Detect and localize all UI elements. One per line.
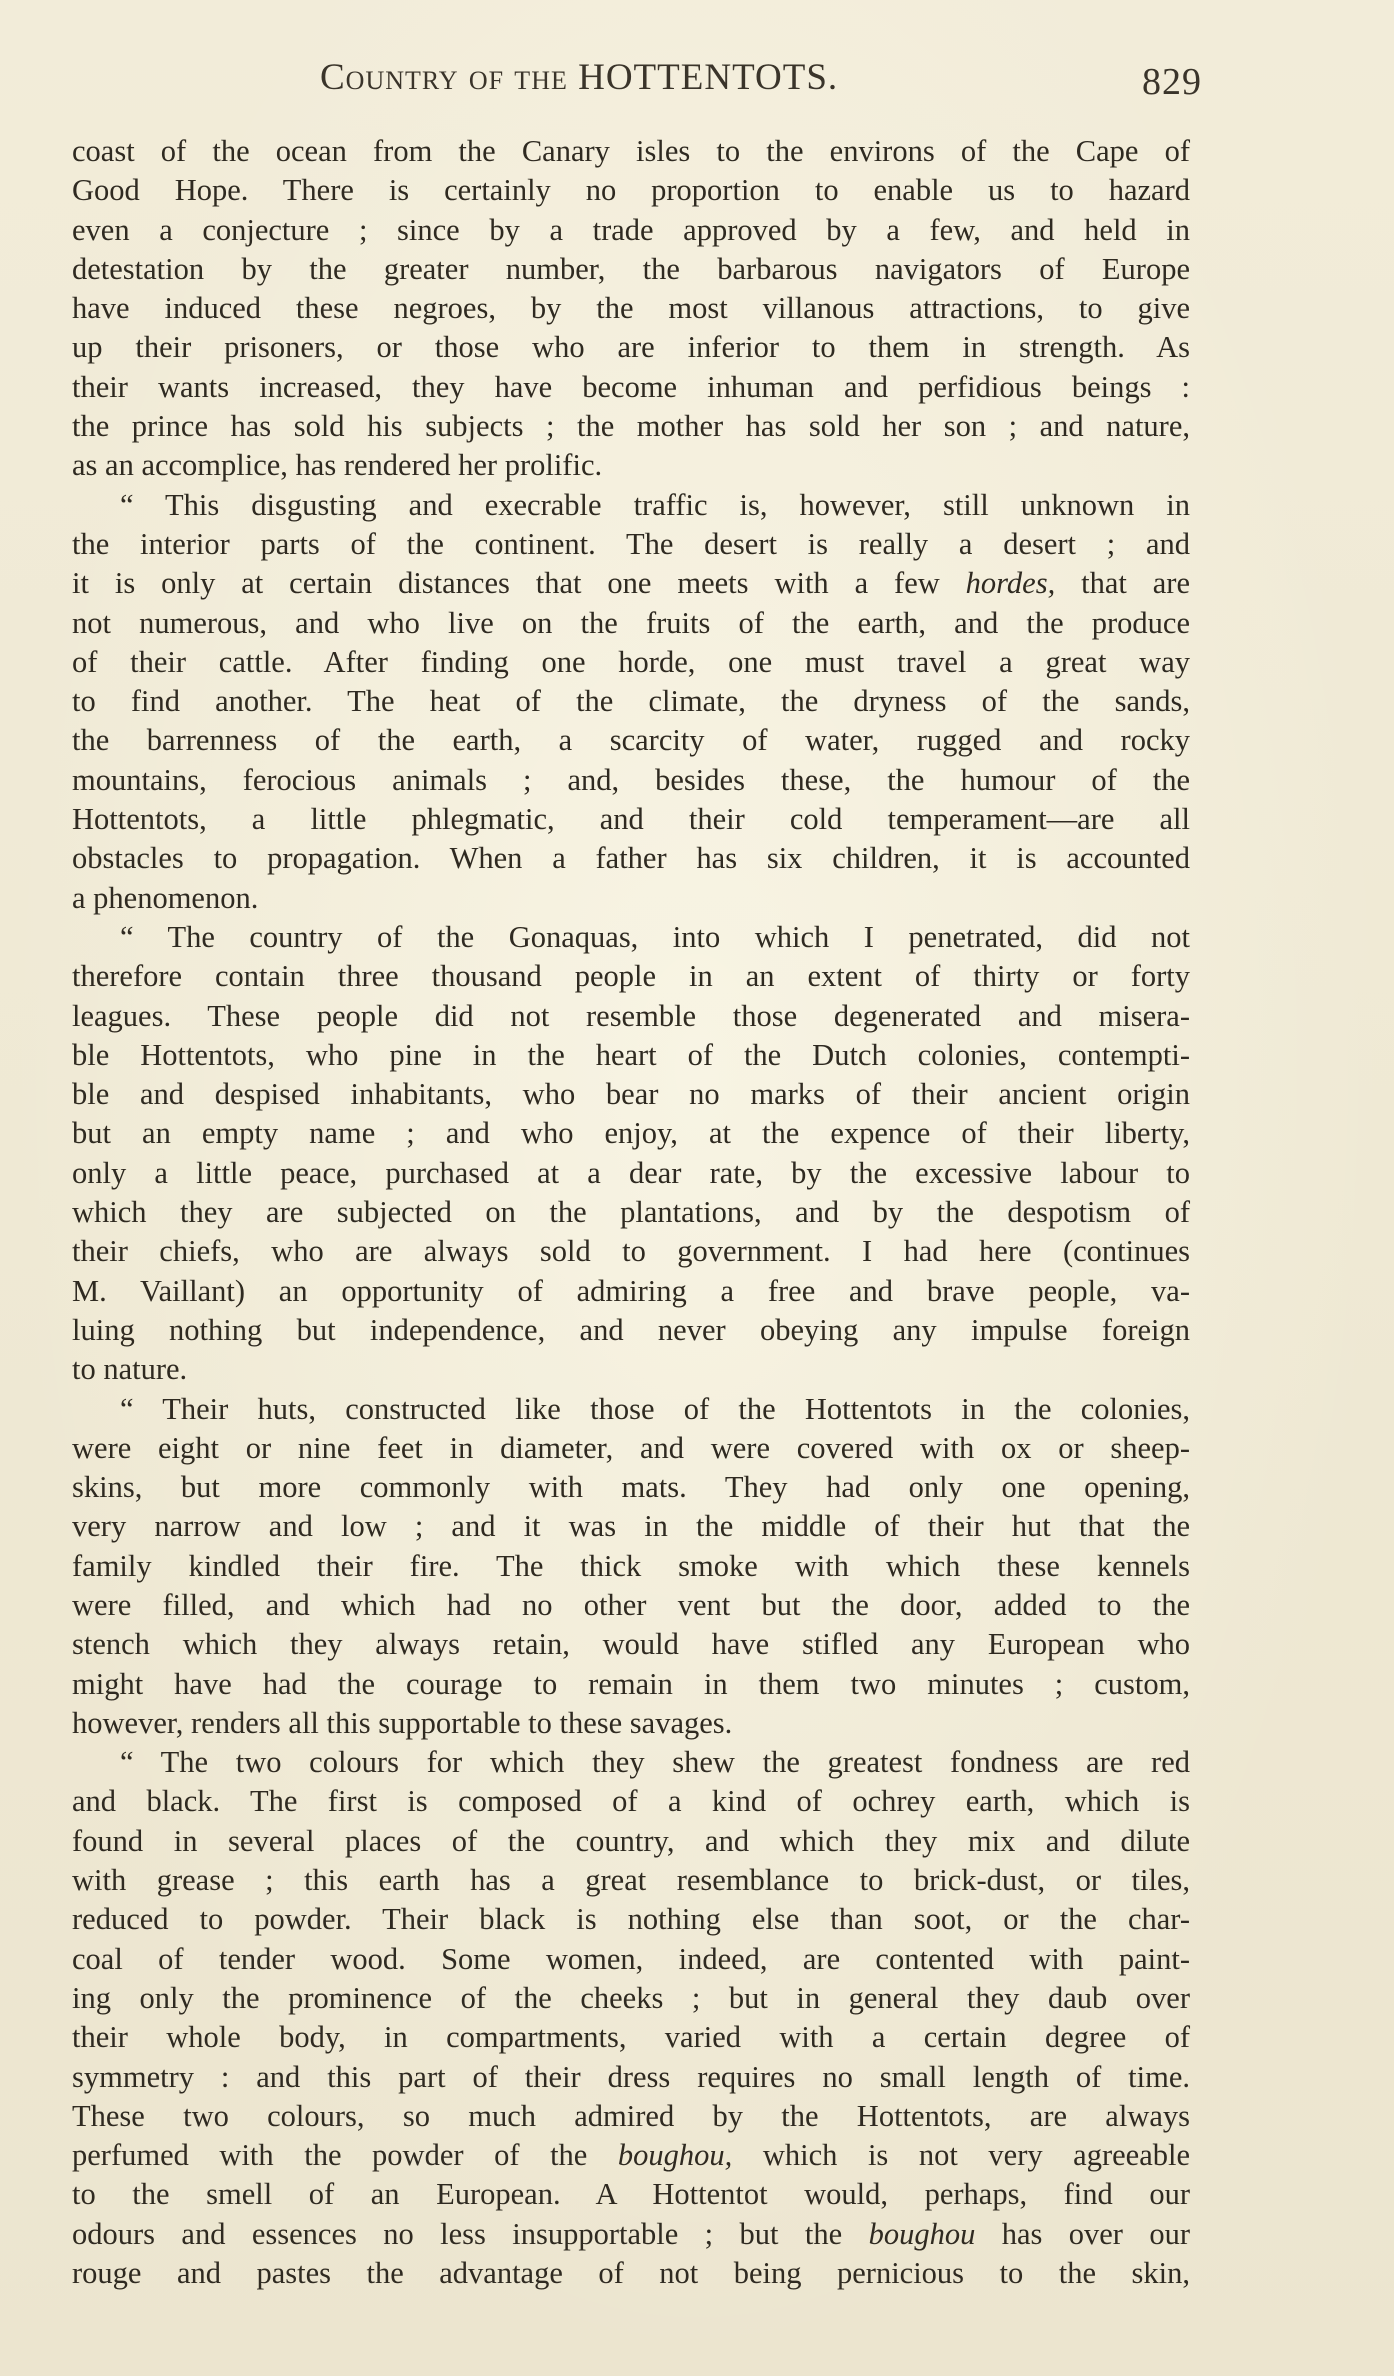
text-line: found in several places of the country, and which they mix and dilute — [72, 1823, 1190, 1858]
text-line: the interior parts of the continent. The desert is really a desert ; and — [72, 526, 1190, 561]
page-number: 829 — [1142, 61, 1202, 103]
running-head-title: Country of the HOTTENTOTS. — [320, 57, 839, 98]
italic-term: boughou — [868, 2216, 976, 2251]
text-line: might have had the courage to remain in them two minutes ; custom, — [72, 1666, 1190, 1701]
text-line: These two colours, so much admired by the Hottentots, are always — [72, 2098, 1190, 2133]
text-line: have induced these negroes, by the most villanous attractions, to give — [72, 291, 1190, 326]
text-line: mountains, ferocious animals ; and, besides these, the humour of the — [72, 762, 1190, 797]
text-line: symmetry : and this part of their dress requires no small length of time. — [72, 2059, 1190, 2094]
text-line: coal of tender wood. Some women, indeed, are contented with paint- — [72, 1941, 1190, 1976]
text-line: only a little peace, purchased at a dear rate, by the excessive labour to — [72, 1155, 1190, 1190]
italic-term: boughou, — [617, 2138, 733, 2173]
text-line: coast of the ocean from the Canary isles to the environs of the Cape of — [72, 134, 1190, 168]
text-line: therefore contain three thousand people in an extent of thirty or forty — [72, 959, 1190, 994]
text-line: odours and essences no less insupportable ; but the boughou has over our — [72, 2216, 1190, 2251]
running-head — [320, 56, 1220, 106]
body-text — [72, 132, 1190, 2293]
text-line: their chiefs, who are always sold to government. I had here (continues — [72, 1234, 1190, 1269]
text-line: but an empty name ; and who enjoy, at the expence of their liberty, — [72, 1116, 1190, 1151]
text-line: of their cattle. After finding one horde, one must travel a great way — [72, 644, 1190, 679]
text-line: were filled, and which had no other vent but the door, added to the — [72, 1587, 1190, 1622]
text-line: it is only at certain distances that one meets with a few hordes, that are — [72, 566, 1191, 601]
text-line: family kindled their fire. The thick smoke with which these kennels — [72, 1548, 1190, 1583]
text-line: obstacles to propagation. When a father has six children, it is accounted — [72, 841, 1190, 876]
text-line: rouge and pastes the advantage of not being pernicious to the skin, — [72, 2256, 1190, 2291]
text-line: reduced to powder. Their black is nothing else than soot, or the char- — [72, 1902, 1190, 1937]
text-line: detestation by the greater number, the barbarous navigators of Europe — [72, 251, 1190, 286]
text-line: to find another. The heat of the climate, the dryness of the sands, — [72, 684, 1190, 719]
text-line: “ This disgusting and execrable traffic is, however, still unknown in — [120, 487, 1190, 522]
text-line: ble Hottentots, who pine in the heart of the Dutch colonies, contempti- — [72, 1037, 1190, 1072]
text-line: to nature. — [72, 1352, 188, 1387]
text-line: very narrow and low ; and it was in the middle of their hut that the — [72, 1509, 1190, 1544]
text-line: ing only the prominence of the cheeks ; but in general they daub over — [72, 1980, 1190, 2015]
text-line: which they are subjected on the plantations, and by the despotism of — [72, 1195, 1190, 1230]
text-line: were eight or nine feet in diameter, and were covered with ox or sheep- — [72, 1430, 1190, 1465]
text-line: Hottentots, a little phlegmatic, and their cold temperament—are all — [72, 802, 1190, 837]
text-line: perfumed with the powder of the boughou, which is not very agreeable — [72, 2138, 1190, 2173]
text-line: their wants increased, they have become inhuman and perfidious beings : — [72, 369, 1190, 404]
text-line: “ Their huts, constructed like those of the Hottentots in the colonies, — [120, 1391, 1190, 1426]
text-line: leagues. These people did not resemble those degenerated and misera- — [72, 998, 1190, 1033]
text-line: luing nothing but independence, and never obeying any impulse foreign — [72, 1312, 1190, 1347]
text-line: as an accomplice, has rendered her prolific. — [72, 448, 603, 483]
text-line: ble and despised inhabitants, who bear no marks of their ancient origin — [72, 1077, 1190, 1112]
text-line: “ The two colours for which they shew the greatest fondness are red — [120, 1745, 1190, 1780]
text-line: Good Hope. There is certainly no proportion to enable us to hazard — [72, 173, 1190, 208]
italic-term: hordes, — [965, 566, 1056, 601]
text-line: not numerous, and who live on the fruits of the earth, and the produce — [72, 605, 1190, 640]
text-line: up their prisoners, or those who are inferior to them in strength. As — [72, 330, 1190, 365]
text-line: the barrenness of the earth, a scarcity of water, rugged and rocky — [72, 723, 1190, 758]
text-line: however, renders all this supportable to these savages. — [72, 1705, 733, 1740]
text-line: even a conjecture ; since by a trade approved by a few, and held in — [72, 212, 1190, 247]
text-line: the prince has sold his subjects ; the mother has sold her son ; and nature, — [72, 409, 1190, 444]
text-line: a phenomenon. — [72, 880, 259, 915]
text-line: to the smell of an European. A Hottentot would, perhaps, find our — [72, 2177, 1190, 2212]
text-line: M. Vaillant) an opportunity of admiring a free and brave people, va- — [72, 1273, 1190, 1308]
text-line: their whole body, in compartments, varied with a certain degree of — [72, 2020, 1190, 2055]
text-line: with grease ; this earth has a great resemblance to brick-dust, or tiles, — [72, 1863, 1190, 1898]
text-line: and black. The first is composed of a kind of ochrey earth, which is — [72, 1784, 1190, 1819]
text-line: stench which they always retain, would have stifled any European who — [72, 1627, 1190, 1662]
text-line: “ The country of the Gonaquas, into which I penetrated, did not — [120, 919, 1190, 954]
text-line: skins, but more commonly with mats. They had only one opening, — [72, 1470, 1190, 1505]
